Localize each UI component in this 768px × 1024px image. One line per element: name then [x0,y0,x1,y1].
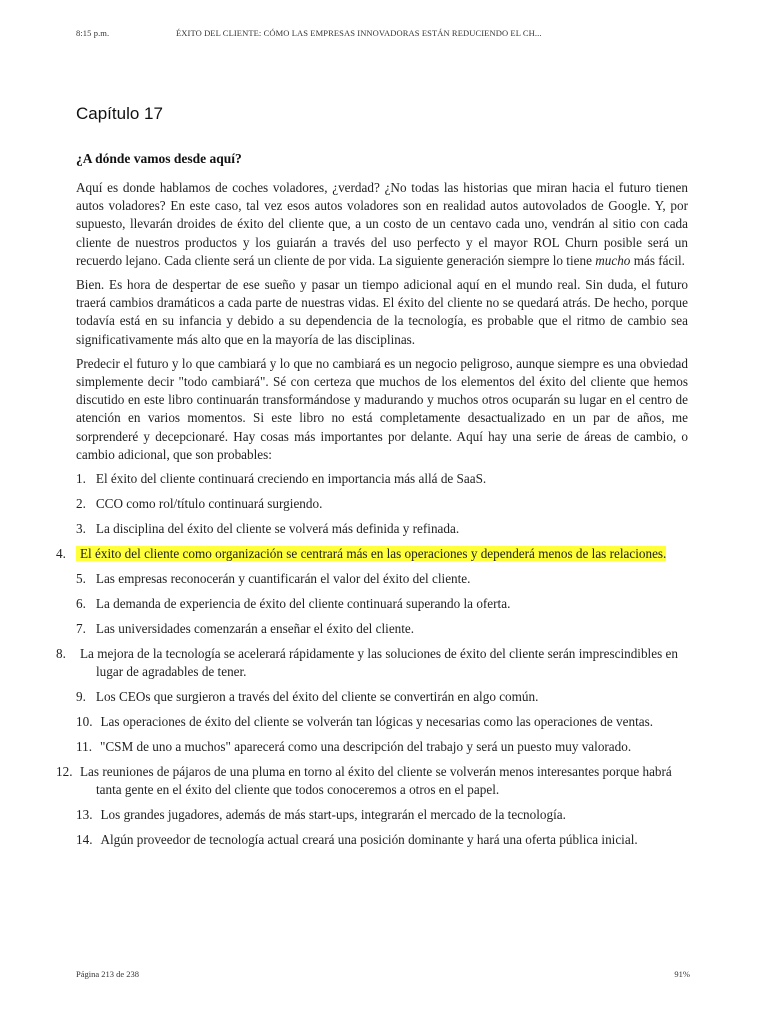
list-item-number: 2. [76,496,86,512]
list-item [76,688,688,706]
list-item-number: 6. [76,596,86,612]
list-item-number: 10. [76,714,93,730]
list-item: 8. La mejora de la tecnología se acelerará rápidamente y las soluciones de éxito del cliente serán imprescindibles en lugar de agradables de tener. [56,646,678,680]
list-item [76,831,688,849]
list-item [76,738,688,756]
list-item [76,495,688,513]
paragraph-1 [76,179,688,270]
list-item [76,713,688,731]
highlight-mark[interactable]: 4. El éxito del cliente como organización se centrará más en las operaciones y dependerá menos de las relaciones. [56,546,667,562]
list-item-text: La mejora de la tecnología se acelerará rápidamente y las soluciones de éxito del cliente serán imprescindibles en lugar de agradables de tener. [80,646,678,680]
list-item [76,620,688,638]
list-item-text: El éxito del cliente continuará creciendo en importancia más allá de SaaS. [95,471,487,487]
page-body [56,179,688,856]
list-item [76,470,688,488]
list-item-number: 3. [76,521,86,537]
list-item-text: Algún proveedor de tecnología actual creará una posición dominante y hará una oferta pública inicial. [100,832,638,848]
list-item-text: CCO como rol/título continuará surgiendo. [95,496,323,512]
reader-header [76,28,728,42]
list-item-text: "CSM de uno a muchos" aparecerá como una descripción del trabajo y será un puesto muy valorado. [100,739,632,755]
list-item-number: 5. [76,571,86,587]
list-item-text: La disciplina del éxito del cliente se volverá más definida y refinada. [95,521,460,537]
list-item-text: Los CEOs que surgieron a través del éxito del cliente se convertirán en algo común. [95,689,539,705]
page-indicator: Página 213 de 238 [76,969,140,979]
chapter-title: Capítulo 17 [76,104,163,123]
list-item [76,595,688,613]
list-item [76,570,688,588]
list-item-text: Las reuniones de pájaros de una pluma en torno al éxito del cliente se volverán menos interesantes porque habrá tanta gente en el éxito del cliente que todos conoceremos a otros en el papel. [80,764,672,798]
list-item-text: El éxito del cliente como organización se centrará más en las operaciones y dependerá menos de las relaciones. [80,546,667,562]
paragraph-1-text-b: más fácil. [630,252,685,268]
progress-percent: 91% [674,969,690,979]
list-item-text: Las operaciones de éxito del cliente se volverán tan lógicas y necesarias como las operaciones de ventas. [100,714,654,730]
list-item-text: Las universidades comenzarán a enseñar el éxito del cliente. [95,621,415,637]
list-item-text: Las empresas reconocerán y cuantificarán el valor del éxito del cliente. [95,571,471,587]
list-item-highlighted[interactable] [56,545,688,563]
list-item-number: 7. [76,621,86,637]
list-item [76,806,688,824]
paragraph-3: Predecir el futuro y lo que cambiará y lo que no cambiará es un negocio peligroso, aunque siempre es una obviedad simplemente decir "todo cambiará". Sé con certeza que muchos de los elementos del éxito del cliente que hemos discutido en este libro continuarán transformándose y madurando y muchos otros ocuparán su lugar en el centro de atención en varios momentos. Si este libro no está completamente desactualizado en un par de años, me sorprenderé y decepcionaré. Hay cosas más importantes por delante. Aquí hay una serie de áreas de cambio, o cambio adicional, que son probables: [76,355,688,462]
list-item-number: 13. [76,807,93,823]
paragraph-1-emphasis: mucho [595,252,631,268]
paragraph-2: Bien. Es hora de despertar de ese sueño y pasar un tiempo adicional aquí en el mundo real. Sin duda, el futuro traerá cambios dramáticos a cada parte de nuestras vidas. El éxito del cliente no se quedará atrás. De hecho, porque todavía está en su infancia y debido a su dependencia de la tecnología, es probable que el ritmo de cambio sea significativamente más alto que en la mayoría de las disciplinas. [76,277,688,347]
list-item-number: 11. [76,739,92,755]
list-item-text: La demanda de experiencia de éxito del cliente continuará superando la oferta. [95,596,511,612]
predictions-list [56,470,688,850]
paragraph-1-text-a: Aquí es donde hablamos de coches voladores, ¿verdad? ¿No todas las historias que miran hacia el futuro tienen autos voladores? En este caso, tal vez esos autos voladores son en realidad autos autovolados de Google. Y, por supuesto, llevarán droides de éxito del cliente que, a un costo de un centavo cada uno, vendrán al sitio con cada cliente de nuestros productos y los guiarán a través del uso perfecto y el mayor ROL Churn posible será un recuerdo lejano. Cada cliente será un cliente de por vida. La siguiente generación siempre lo tiene [76,180,688,268]
list-item [76,520,688,538]
list-item-number: 9. [76,689,86,705]
list-item: 12. Las reuniones de pájaros de una pluma en torno al éxito del cliente se volverán menos interesantes porque habrá tanta gente en el éxito del cliente que todos conoceremos a otros en el papel. [56,764,672,798]
list-item-number: 14. [76,832,93,848]
section-heading: ¿A dónde vamos desde aquí? [76,151,242,166]
header-time: 8:15 p.m. [76,28,110,38]
list-item-text: Los grandes jugadores, además de más start-ups, integrarán el mercado de la tecnología. [100,807,566,823]
list-item-number: 1. [76,471,86,487]
header-book-title: ÉXITO DEL CLIENTE: CÓMO LAS EMPRESAS INNOVADORAS ESTÁN REDUCIENDO EL CH... [176,28,542,38]
